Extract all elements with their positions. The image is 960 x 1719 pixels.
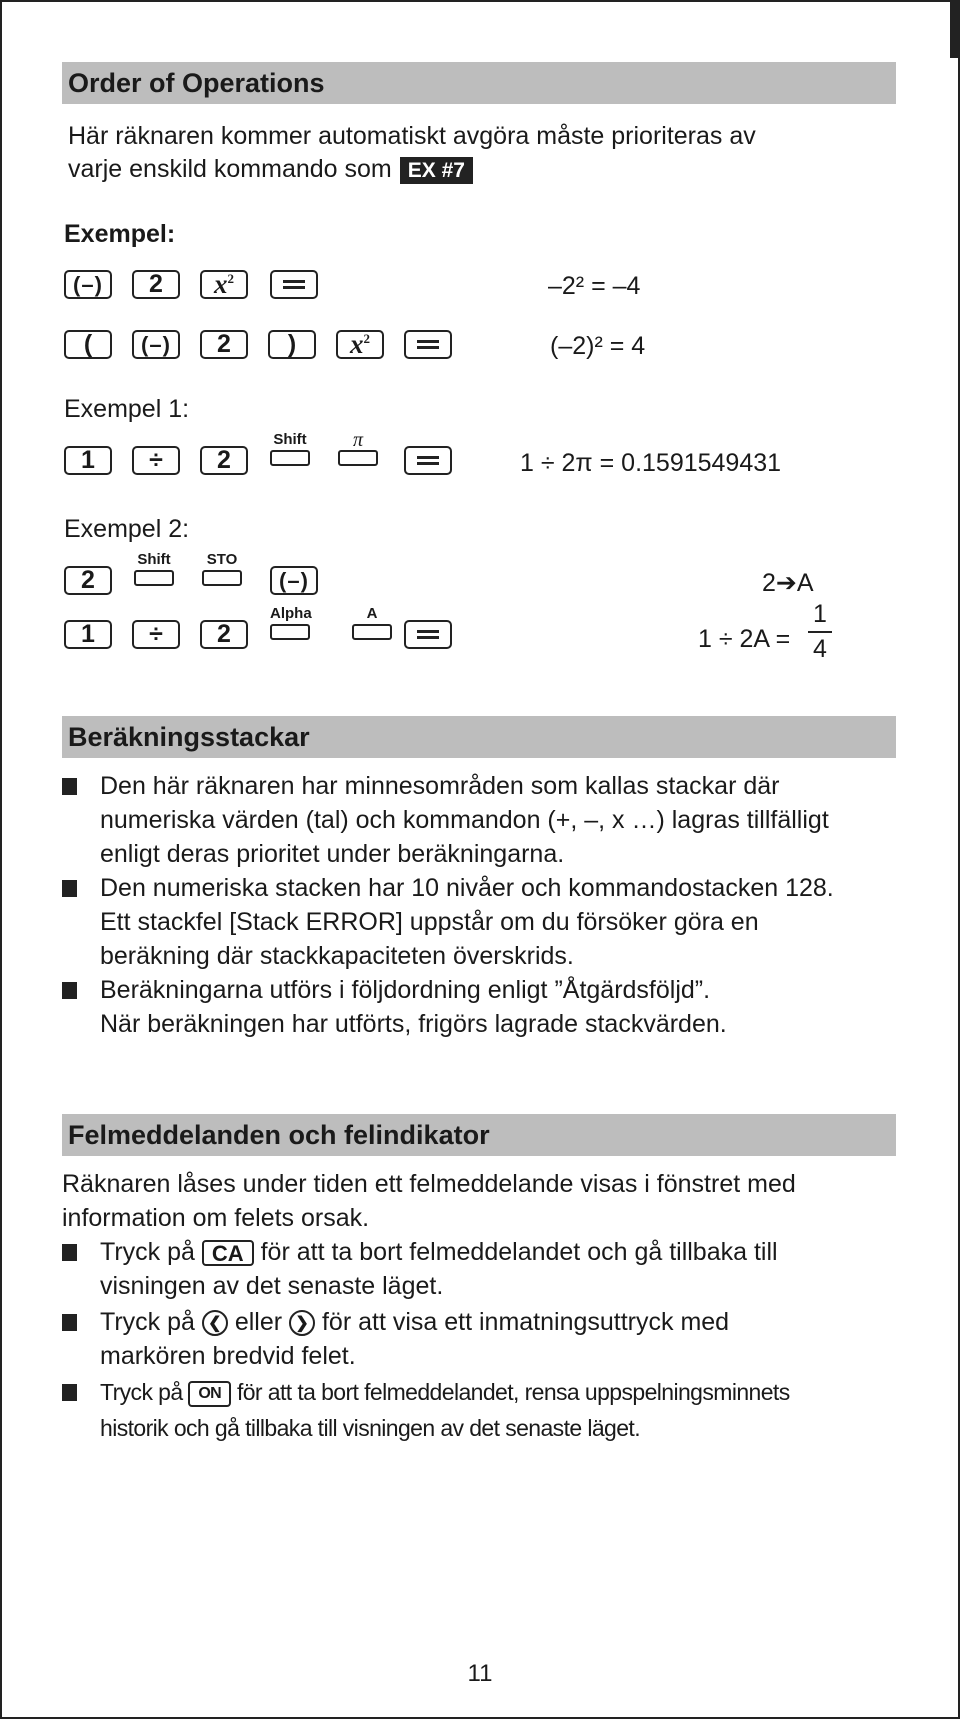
negative-key (270, 566, 318, 595)
negative-key (64, 270, 112, 299)
example-label: Exempel: (64, 220, 176, 248)
example-row2-result: (–2)² = 4 (550, 332, 646, 360)
x-squared-key (336, 330, 384, 359)
bullet-marker (62, 778, 77, 795)
page-number: 11 (467, 1660, 493, 1687)
divide-key: ÷ (132, 620, 180, 649)
left-paren-key: ( (64, 330, 112, 359)
digit-2-key: 2 (200, 330, 248, 359)
x-squared-label: $x^2$ (214, 269, 234, 299)
negative-key-label: (–) (279, 567, 309, 593)
errors-b2-line2: markören bredvid felet. (100, 1342, 356, 1370)
example-1-label: Exempel 1: (64, 395, 190, 423)
ca-key: CA (202, 1240, 254, 1266)
intro-line-2 (68, 153, 473, 186)
errors-b2-pre: Tryck på (100, 1308, 195, 1336)
equals-key (270, 270, 318, 299)
errors-b3-pre: Tryck på (100, 1379, 183, 1405)
x-squared-label: $x^2$ (350, 329, 370, 359)
bullet-marker (62, 880, 77, 897)
bullet-marker (62, 1244, 77, 1261)
alpha-key-label: Alpha (270, 605, 312, 622)
left-arrow-key-icon: ❮ (202, 1310, 228, 1336)
errors-b1-post: för att ta bort felmeddelandet och gå tillbaka till (260, 1238, 778, 1266)
digit-1-key: 1 (64, 446, 112, 475)
equals-key (404, 620, 452, 649)
section-heading-order-of-operations: Order of Operations (62, 62, 896, 104)
shift-key-label: Shift (273, 431, 307, 448)
equals-icon (417, 337, 439, 352)
errors-b3-line2: historik och gå tillbaka till visningen av det senaste läget. (100, 1415, 641, 1441)
errors-b1-line2: visningen av det senaste läget. (100, 1272, 444, 1300)
example-badge: EX #7 (400, 157, 473, 184)
example-2-label: Exempel 2: (64, 515, 190, 543)
sto-key-label: STO (206, 551, 238, 568)
equals-key (404, 446, 452, 475)
negative-key-label: (–) (73, 271, 103, 297)
equals-icon (283, 277, 305, 292)
a-key (352, 606, 392, 640)
errors-b3-line1 (100, 1376, 790, 1409)
pi-key (338, 429, 378, 466)
sto-key (202, 552, 242, 586)
section-heading-errors: Felmeddelanden och felindikator (62, 1114, 896, 1156)
stacks-b2-line2: Ett stackfel [Stack ERROR] uppstår om du försöker göra en (100, 908, 759, 936)
right-arrow-key-icon: ❯ (289, 1310, 315, 1336)
errors-b2-mid: eller (234, 1308, 283, 1336)
x-squared-key (200, 270, 248, 299)
stacks-b1-line2: numeriska värden (tal) och kommandon (+, –, x …) lagras tillfälligt (100, 806, 829, 834)
errors-b1-line1 (100, 1236, 778, 1269)
stacks-b3-line1: Beräkningarna utförs i följdordning enligt ”Åtgärdsföljd”. (100, 976, 711, 1004)
errors-b3-post: för att ta bort felmeddelandet, rensa uppspelningsminnets (236, 1379, 790, 1405)
stacks-b1-line1: Den här räknaren har minnesområden som kallas stackar där (100, 772, 780, 800)
corner-mark (950, 0, 960, 58)
errors-b2-line1 (100, 1306, 729, 1339)
alpha-key (270, 606, 310, 640)
intro-line-2-text: varje enskild kommando som (68, 155, 392, 183)
fraction-one-quarter (808, 600, 832, 664)
pi-key-label: π (352, 429, 364, 451)
equals-icon (417, 627, 439, 642)
digit-2-key: 2 (132, 270, 180, 299)
fraction-denominator: 4 (813, 635, 827, 663)
shift-key (270, 432, 310, 466)
errors-b1-pre: Tryck på (100, 1238, 195, 1266)
section-heading-stacks: Beräkningsstackar (62, 716, 896, 758)
stacks-b2-line3: beräkning där stackkapaciteten överskrids. (100, 942, 574, 970)
example-row1-result: –2² = –4 (548, 272, 641, 300)
digit-2-key: 2 (64, 566, 112, 595)
shift-key (134, 552, 174, 586)
on-key: ON (188, 1381, 231, 1407)
digit-1-key: 1 (64, 620, 112, 649)
errors-b2-post: för att visa ett inmatningsuttryck med (321, 1308, 730, 1336)
right-paren-key: ) (268, 330, 316, 359)
digit-2-key: 2 (200, 620, 248, 649)
equals-key (404, 330, 452, 359)
stacks-b3-line2: När beräkningen har utförts, frigörs lagrade stackvärden. (100, 1010, 727, 1038)
negative-key-label: (–) (141, 331, 171, 357)
example-2-result-1: 2➔A (762, 569, 814, 597)
shift-key-label: Shift (137, 551, 171, 568)
negative-key (132, 330, 180, 359)
equals-icon (417, 453, 439, 468)
bullet-marker (62, 1384, 77, 1401)
divide-key: ÷ (132, 446, 180, 475)
example-1-result: 1 ÷ 2π = 0.1591549431 (520, 449, 782, 477)
errors-intro-line2: information om felets orsak. (62, 1204, 370, 1232)
digit-2-key: 2 (200, 446, 248, 475)
example-2-result-2: 1 ÷ 2A = (698, 625, 791, 653)
stacks-b1-line3: enligt deras prioritet under beräkningarna. (100, 840, 565, 868)
bullet-marker (62, 1314, 77, 1331)
intro-line-1: Här räknaren kommer automatiskt avgöra måste prioriteras av (68, 122, 756, 150)
errors-intro-line1: Räknaren låses under tiden ett felmeddelande visas i fönstret med (62, 1170, 796, 1198)
fraction-numerator: 1 (813, 600, 827, 628)
a-key-label: A (366, 605, 378, 622)
bullet-marker (62, 982, 77, 999)
stacks-b2-line1: Den numeriska stacken har 10 nivåer och kommandostacken 128. (100, 874, 834, 902)
